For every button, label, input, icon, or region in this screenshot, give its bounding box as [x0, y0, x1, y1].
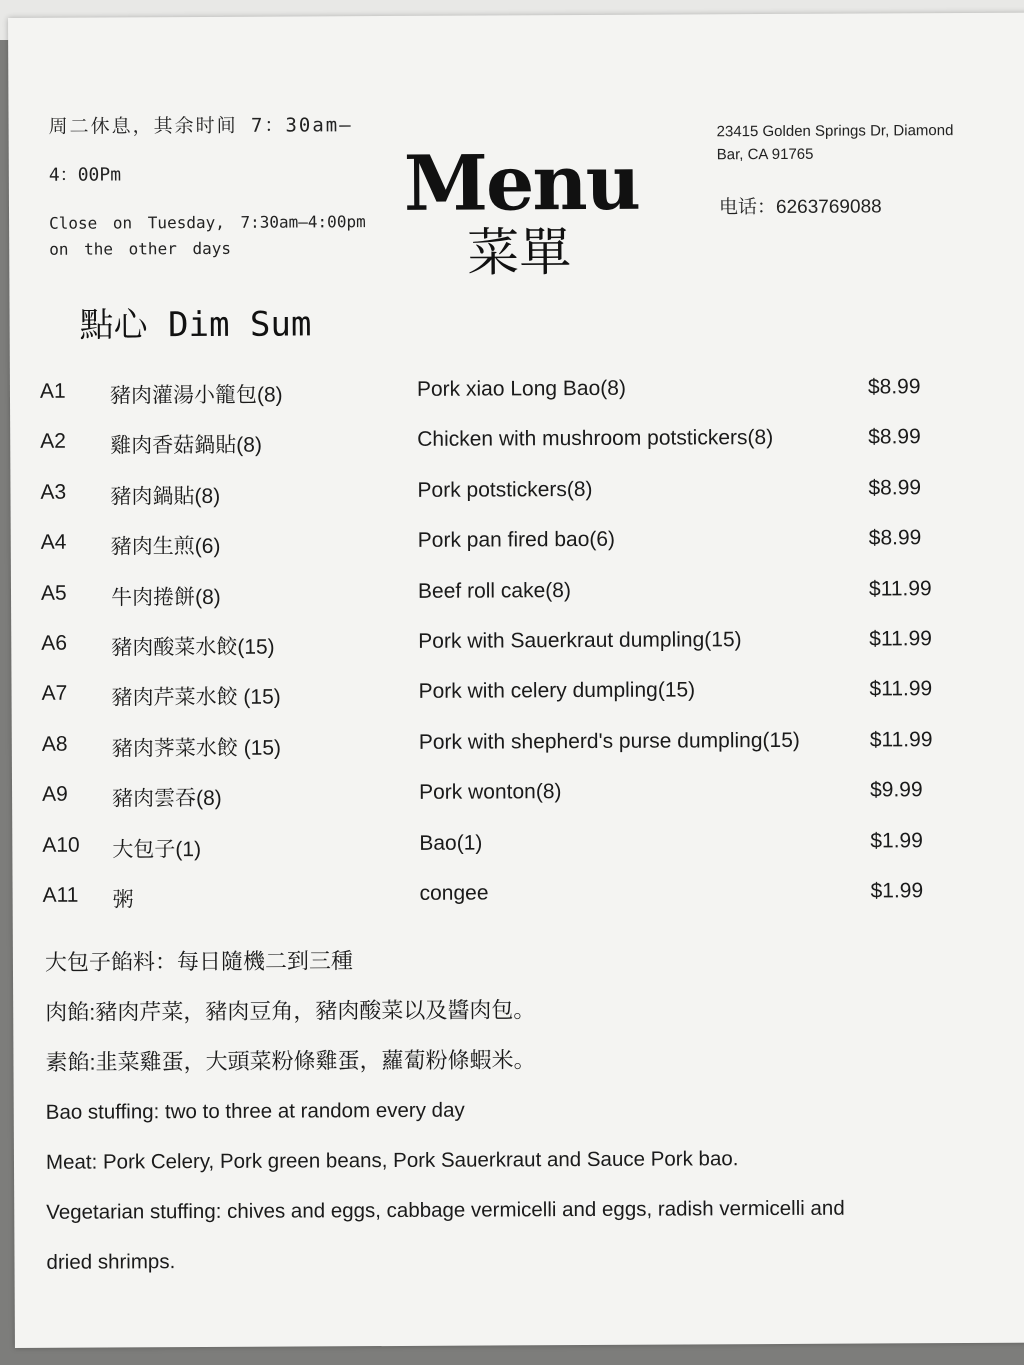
item-name-en: Beef roll cake(8): [417, 578, 571, 603]
title-cn: 菜單: [467, 223, 572, 284]
bao-stuffing-notes: [45, 933, 1007, 1288]
item-price: $8.99: [867, 375, 921, 399]
item-price: $11.99: [868, 576, 932, 601]
hours-en-line2: on the other days: [49, 238, 232, 259]
item-name-cn: 豬肉芹菜水餃 (15): [111, 685, 281, 710]
item-name-en: Pork with Sauerkraut dumpling(15): [418, 628, 742, 653]
title-en: Menu: [403, 137, 640, 228]
menu-item-row: [11, 526, 1024, 582]
item-code: A8: [41, 732, 68, 756]
item-price: $8.99: [868, 476, 922, 500]
item-code: A9: [42, 782, 68, 806]
item-price: $1.99: [870, 879, 924, 903]
menu-title: [403, 137, 640, 284]
address-line1: 23415 Golden Springs Dr, Diamond: [716, 122, 954, 141]
note-cn-3: 素餡:韭菜雞蛋，大頭菜粉條雞蛋，蘿蔔粉條蝦米。: [45, 1047, 536, 1075]
section-title: 點心 Dim Sum: [79, 304, 312, 346]
item-price: $11.99: [869, 627, 932, 651]
phone-number: 电话：6263769088: [718, 196, 882, 219]
item-name-cn: 豬肉雲吞(8): [112, 787, 222, 811]
menu-item-row: [11, 627, 1024, 683]
item-name-en: Bao(1): [419, 831, 483, 855]
menu-item-row: [12, 828, 1024, 884]
item-code: A3: [40, 480, 67, 504]
menu-item-row: [13, 879, 1024, 935]
note-cn-2: 肉餡:豬肉芹菜，豬肉豆角，豬肉酸菜以及醬肉包。: [45, 997, 536, 1025]
menu-item-row: [12, 778, 1024, 834]
menu-item-row: [10, 425, 1024, 481]
item-name-en: Pork with celery dumpling(15): [418, 678, 696, 704]
item-name-cn: 牛肉捲餅(8): [110, 585, 221, 610]
item-code: A4: [40, 530, 67, 555]
item-name-cn: 豬肉鍋貼(8): [110, 484, 221, 509]
item-name-en: congee: [419, 881, 489, 905]
note-en-2: Meat: Pork Celery, Pork green beans, Pork Sauerkraut and Sauce Pork bao.: [45, 1147, 739, 1174]
item-price: $8.99: [868, 425, 921, 449]
note-en-1: Bao stuffing: two to three at random every day: [45, 1098, 465, 1124]
item-name-cn: 粥: [112, 888, 134, 912]
item-price: $1.99: [870, 828, 923, 853]
menu-page: [8, 13, 1024, 1348]
item-name-cn: 大包子(1): [112, 837, 202, 861]
item-name-cn: 豬肉荠菜水餃 (15): [111, 736, 282, 761]
note-cn-1: 大包子餡料：每日隨機二到三種: [44, 948, 354, 975]
item-name-en: Chicken with mushroom potstickers(8): [417, 426, 774, 452]
hours-en: [49, 209, 409, 263]
item-name-en: Pork wonton(8): [419, 780, 562, 804]
menu-item-row: [11, 576, 1024, 632]
menu-items-list: [10, 375, 1024, 935]
item-name-cn: 雞肉香菇鍋貼(8): [110, 434, 262, 458]
item-name-cn: 豬肉灌湯小籠包(8): [109, 383, 283, 408]
note-en-3: Vegetarian stuffing: chives and eggs, cabbage vermicelli and eggs, radish vermicelli and: [46, 1196, 845, 1224]
menu-item-row: [12, 727, 1024, 783]
item-name-en: Pork pan fired bao(6): [417, 528, 616, 553]
item-code: A2: [40, 430, 66, 454]
item-code: A5: [40, 581, 67, 605]
item-code: A1: [39, 379, 66, 403]
item-price: $8.99: [868, 526, 922, 550]
item-name-cn: 豬肉生煎(6): [110, 535, 221, 559]
hours-cn-line2: 4：00Pm: [48, 164, 122, 186]
item-name-en: Pork potstickers(8): [417, 477, 593, 502]
item-code: A11: [42, 883, 79, 907]
hours-en-line1: Close on Tuesday, 7:30am—4:00pm: [49, 212, 366, 233]
item-name-cn: 豬肉酸菜水餃(15): [111, 635, 275, 660]
item-code: A7: [41, 682, 68, 706]
hours-cn-line1: 周二休息，其余时间 7：30am—: [48, 114, 353, 138]
opening-hours: [49, 116, 410, 263]
note-en-4: dried shrimps.: [46, 1250, 176, 1274]
item-price: $11.99: [869, 677, 933, 701]
menu-item-row: [10, 375, 1024, 431]
item-code: A6: [41, 631, 68, 655]
item-name-en: Pork with shepherd's purse dumpling(15): [418, 728, 800, 754]
address: [717, 119, 1017, 167]
item-name-en: Pork xiao Long Bao(8): [416, 376, 626, 401]
item-code: A10: [42, 833, 80, 857]
menu-item-row: [10, 475, 1024, 531]
address-line2: Bar, CA 91765: [716, 145, 814, 164]
menu-item-row: [11, 677, 1024, 733]
item-price: $11.99: [869, 727, 933, 752]
item-price: $9.99: [869, 778, 923, 802]
